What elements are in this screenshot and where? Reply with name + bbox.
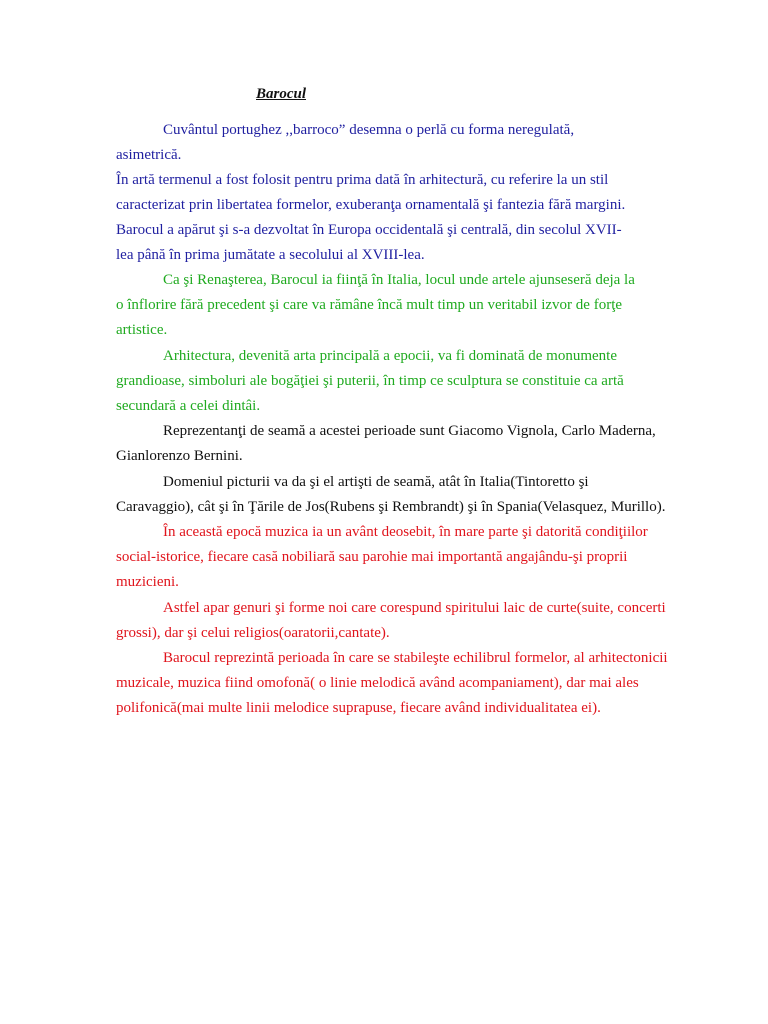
paragraph-line: Barocul a apărut şi s-a dezvoltat în Europa occidentală şi centrală, din secolul XVII- — [116, 222, 622, 238]
paragraph-line: o înflorire fără precedent şi care va rămâne încă mult timp un veritabil izvor de forţe — [116, 297, 623, 313]
paragraph-line: secundară a celei dintâi. — [116, 398, 261, 414]
paragraph-line: grandioase, simboluri ale bogăţiei şi puterii, în timp ce sculptura se constituie ca artă — [116, 373, 624, 389]
paragraph-line: muzicale, muzica fiind omofonă( o linie melodică având acompaniament), dar mai ales — [116, 675, 639, 691]
document-title: Barocul — [256, 86, 307, 102]
paragraph-line: Reprezentanţi de seamă a acestei perioade sunt Giacomo Vignola, Carlo Maderna, — [163, 423, 656, 439]
paragraph-line: Caravaggio), cât şi în Ţările de Jos(Rubens şi Rembrandt) şi în Spania(Velasquez, Murillo). — [116, 499, 666, 515]
paragraph-line: caracterizat prin libertatea formelor, exuberanţa ornamentală şi fantezia fără margini. — [116, 197, 626, 213]
paragraph-line: grossi), dar şi celui religios(oaratorii,cantate). — [116, 625, 390, 641]
paragraph-line: polifonică(mai multe linii melodice suprapuse, fiecare având individualitatea ei). — [116, 700, 601, 716]
paragraph-line: Domeniul picturii va da şi el artişti de seamă, atât în Italia(Tintoretto şi — [163, 474, 589, 490]
paragraph-line: social-istorice, fiecare casă nobiliară sau parohie mai importantă angajându-şi proprii — [116, 549, 628, 565]
paragraph-line: muzicieni. — [116, 574, 179, 590]
paragraph-line: Barocul reprezintă perioada în care se stabileşte echilibrul formelor, al arhitectonicii — [163, 650, 668, 666]
paragraph-line: În artă termenul a fost folosit pentru prima dată în arhitectură, cu referire la un stil — [116, 172, 609, 188]
paragraph-line: lea până în prima jumătate a secolului al XVIII-lea. — [116, 247, 425, 263]
paragraph-line: Ca şi Renaşterea, Barocul ia fiinţă în Italia, locul unde artele ajunseseră deja la — [163, 272, 635, 288]
paragraph-line: În această epocă muzica ia un avânt deosebit, în mare parte şi datorită condiţiilor — [163, 524, 648, 540]
paragraph-line: artistice. — [116, 322, 168, 338]
paragraph-line: Cuvântul portughez ,,barroco” desemna o perlă cu forma neregulată, — [163, 122, 575, 138]
paragraph-line: Gianlorenzo Bernini. — [116, 448, 243, 464]
paragraph-line: Arhitectura, devenită arta principală a epocii, va fi dominată de monumente — [163, 348, 617, 364]
paragraph-line: asimetrică. — [116, 147, 182, 163]
paragraph-line: Astfel apar genuri şi forme noi care corespund spiritului laic de curte(suite, concerti — [163, 600, 666, 616]
